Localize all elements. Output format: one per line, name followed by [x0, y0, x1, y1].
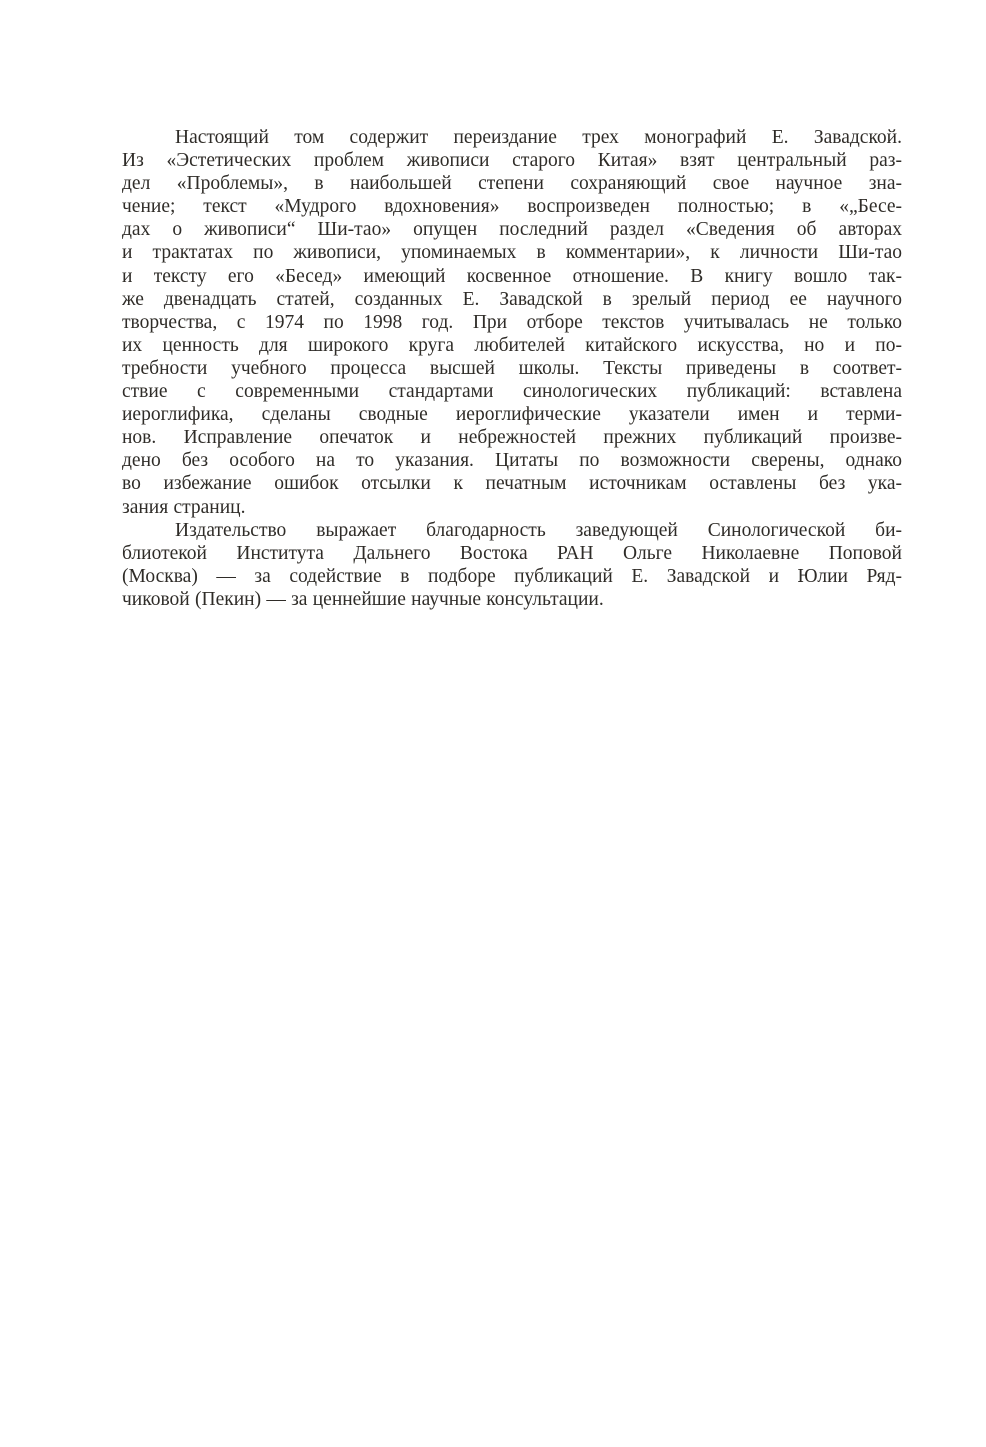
text-line: (Москва) — за содействие в подборе публикаций Е. Завадской и Юлии Ряд-	[122, 565, 902, 587]
text-line: блиотекой Института Дальнего Востока РАН Ольге Николаевне Поповой	[122, 542, 902, 564]
text-line: Настоящий том содержит переиздание трех монографий Е. Завадской.	[175, 127, 902, 148]
text-line: ствие с современными стандартами синологических публикаций: вставлена	[122, 381, 902, 403]
intro-paragraph	[122, 126, 902, 519]
text-line: зания страниц.	[122, 496, 246, 518]
text-line: дах о живописи“ Ши-тао» опущен последний раздел «Сведения об авторах	[122, 219, 902, 241]
text-line: иероглифика, сделаны сводные иероглифические указатели имен и терми-	[122, 404, 902, 426]
text-line: Издательство выражает благодарность заведующей Синологической би-	[175, 519, 902, 541]
text-line: чение; текст «Мудрого вдохновения» воспроизведен полностью; в «„Бесе-	[122, 196, 902, 218]
text-line: дел «Проблемы», в наибольшей степени сохраняющий свое научное зна-	[122, 173, 902, 195]
text-line: нов. Исправление опечаток и небрежностей прежних публикаций произве-	[122, 427, 902, 449]
text-line: Из «Эстетических проблем живописи старого Китая» взят центральный раз-	[122, 150, 902, 172]
text-line: творчества, с 1974 по 1998 год. При отборе текстов учитывалась не только	[122, 311, 902, 333]
text-line: же двенадцать статей, созданных Е. Завадской в зрелый период ее научного	[122, 288, 902, 310]
text-line: требности учебного процесса высшей школы. Тексты приведены в соответ-	[122, 357, 902, 379]
text-line: чиковой (Пекин) — за ценнейшие научные консультации.	[122, 588, 604, 610]
text-block	[122, 126, 902, 611]
acknowledgements-paragraph	[122, 519, 902, 611]
text-line: во избежание ошибок отсылки к печатным источникам оставлены без ука-	[122, 473, 902, 495]
text-line: дено без особого на то указания. Цитаты по возможности сверены, однако	[122, 450, 902, 472]
text-line: их ценность для широкого круга любителей китайского искусства, но и по-	[122, 334, 902, 356]
text-line: и трактатах по живописи, упоминаемых в комментарии», к личности Ши-тао	[122, 242, 902, 264]
text-line: и тексту его «Бесед» имеющий косвенное отношение. В книгу вошло так-	[122, 265, 902, 287]
